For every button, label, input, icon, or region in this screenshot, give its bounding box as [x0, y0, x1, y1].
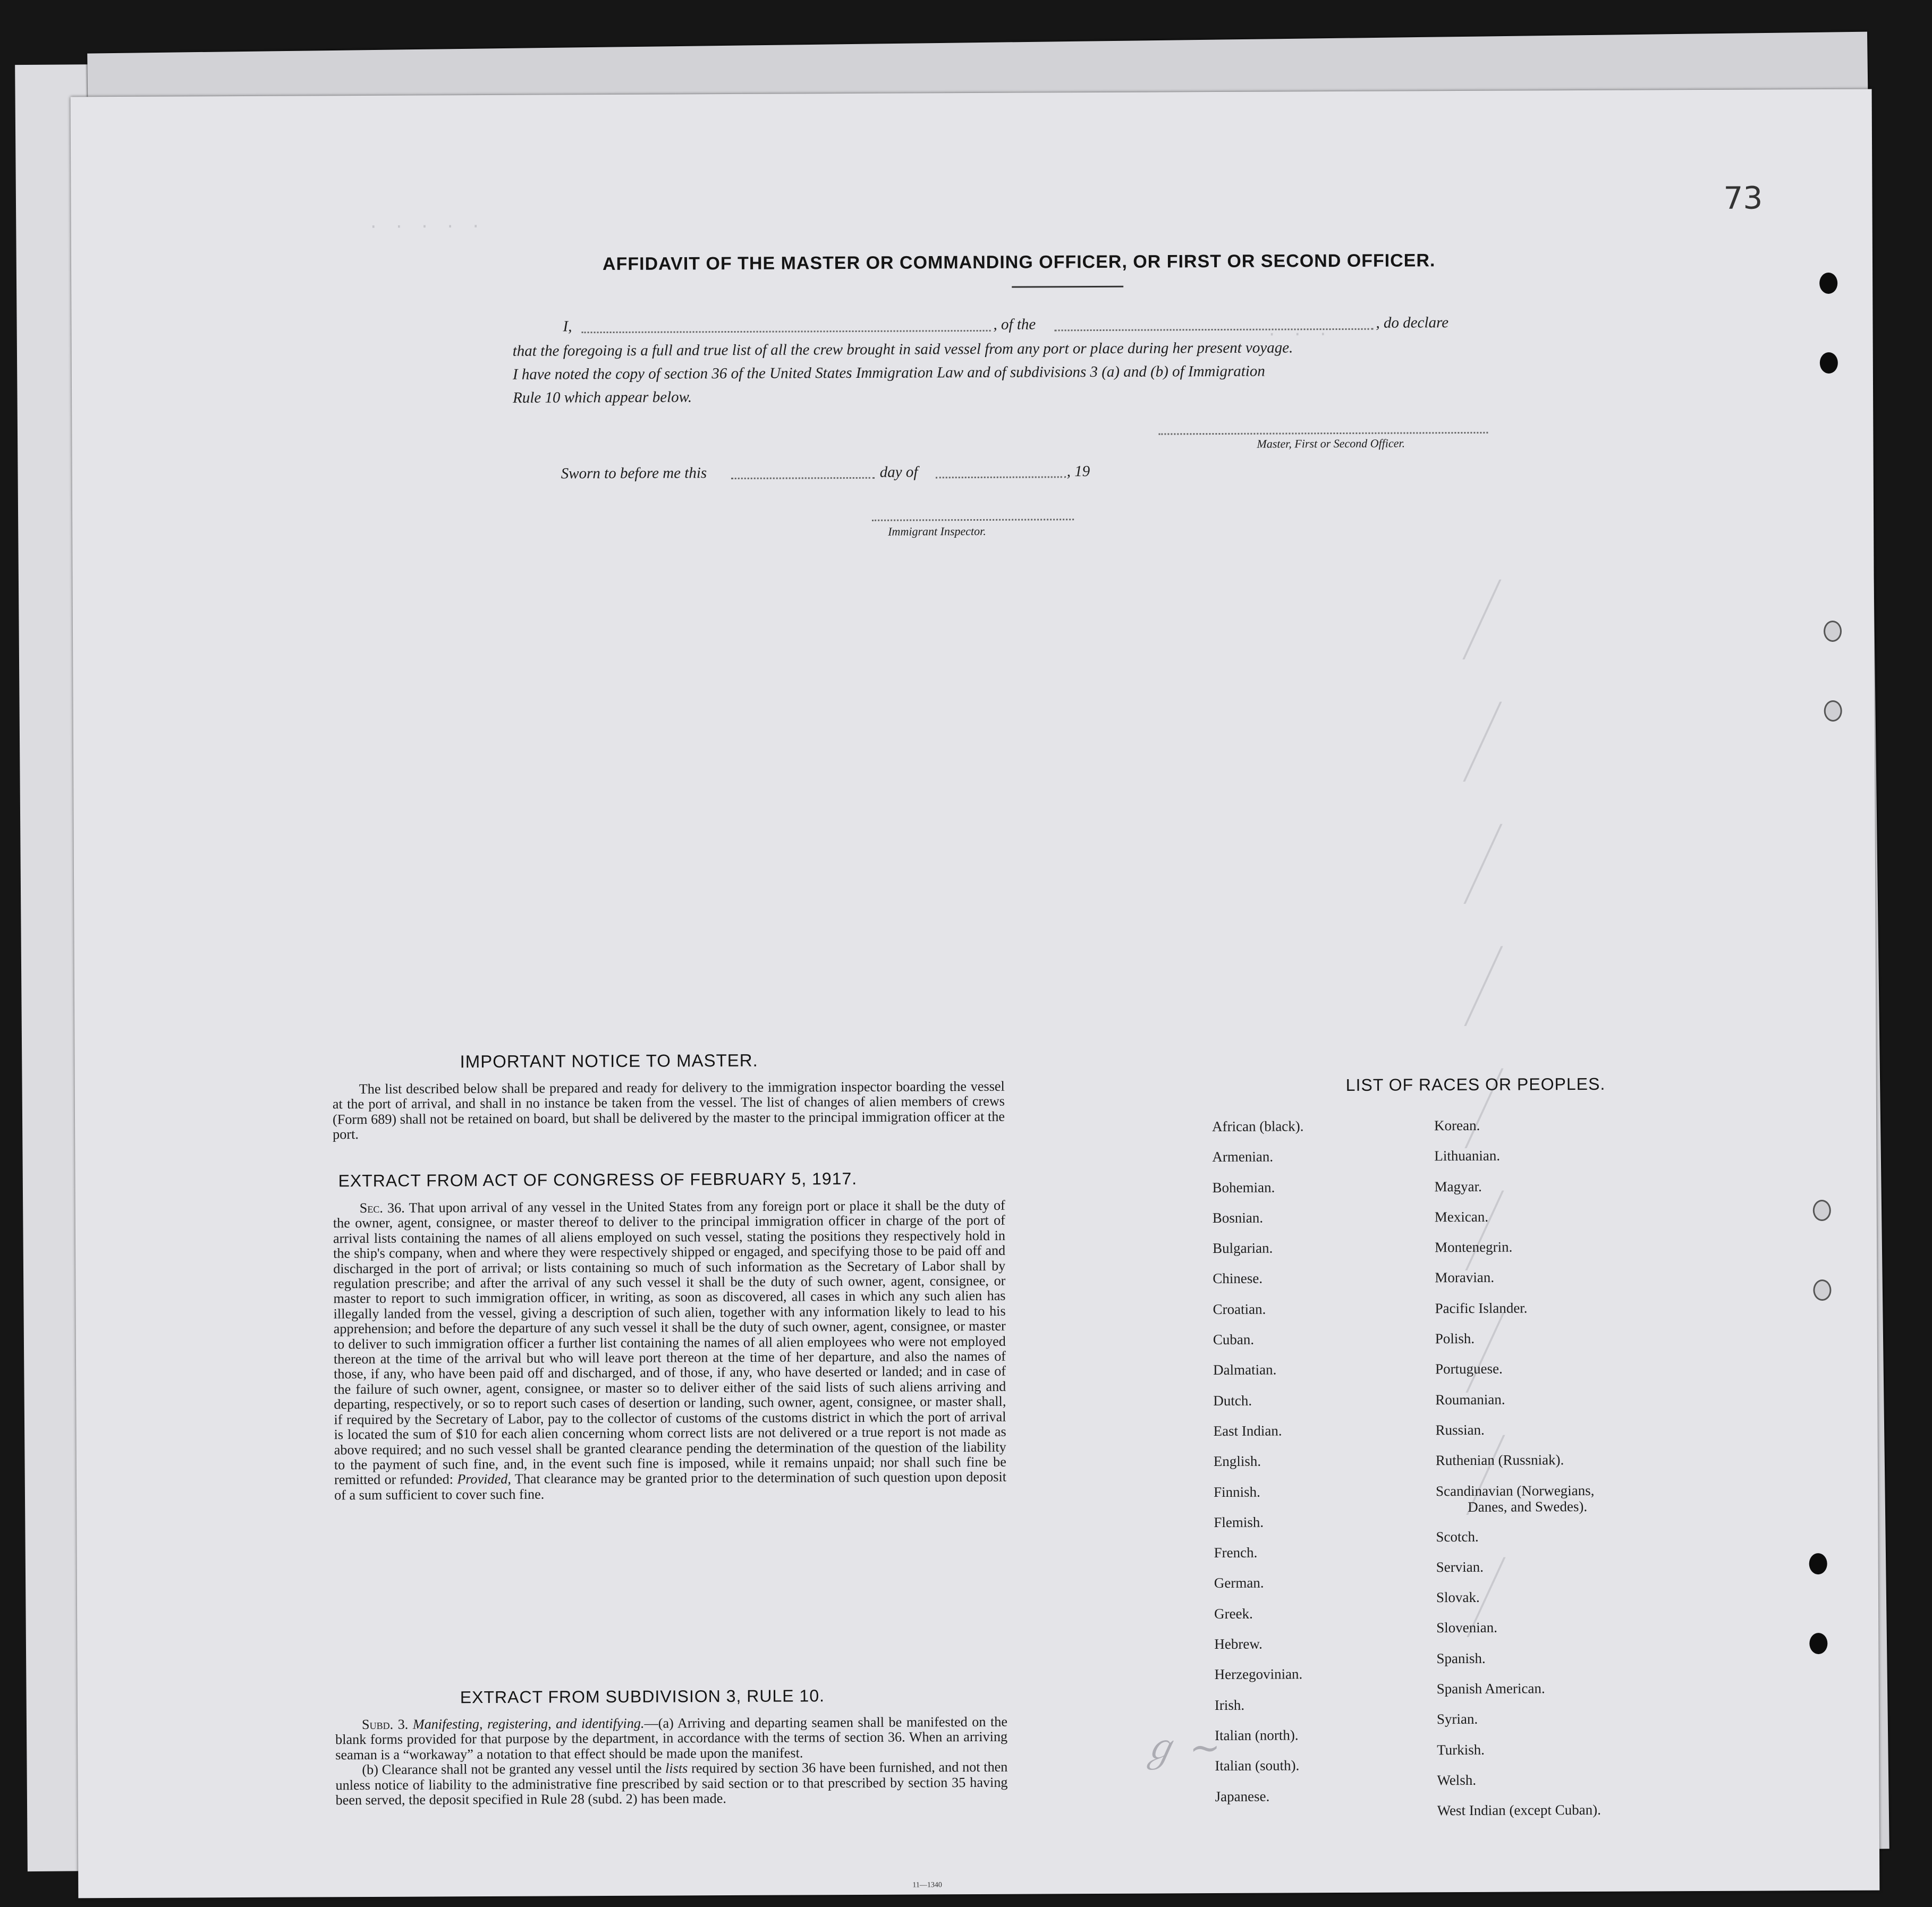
subd-b-italic: lists [665, 1760, 688, 1776]
race-entry: French. [1214, 1544, 1258, 1561]
race-entry: Portuguese. [1435, 1361, 1503, 1377]
race-entry: Lithuanian. [1434, 1147, 1501, 1164]
bleed-through-text: · · · · · [368, 217, 484, 236]
sworn-day-of: day of [879, 463, 918, 481]
race-entry: Italian (south). [1215, 1757, 1300, 1774]
race-entry: Slovak. [1436, 1589, 1480, 1606]
declaration-line-3: I have noted the copy of section 36 of the United States Immigration Law and of subdivisions 3 (a) and (b) of Immigration [512, 362, 1265, 383]
subd-paragraph-b [335, 1760, 1007, 1808]
sworn-text: Sworn to before me this [561, 464, 707, 482]
declaration-line-2: that the foregoing is a full and true list of all the crew brought in said vessel from any port or place during her present voyage. [512, 339, 1293, 360]
race-entry: Pacific Islander. [1435, 1300, 1528, 1317]
race-entry: Roumanian. [1435, 1391, 1505, 1408]
punch-hole [1824, 700, 1842, 722]
inspector-caption: Immigrant Inspector. [888, 524, 986, 538]
race-entry: Croatian. [1213, 1301, 1266, 1317]
races-right-column [1434, 1117, 1601, 1833]
subd-title: Manifesting, registering, and identifying. [412, 1715, 645, 1732]
race-entry: Slovenian. [1436, 1620, 1498, 1636]
punch-hole [1813, 1279, 1831, 1301]
race-entry: English. [1213, 1453, 1261, 1470]
race-entry: Polish. [1435, 1330, 1475, 1347]
race-entry: Servian. [1436, 1558, 1484, 1575]
race-entry: Moravian. [1435, 1269, 1495, 1286]
subd-a-text: —(a) Arriving and departing seamen shall be manifested on the blank forms provided for that purpose by the department, in accordance with the terms of section 36. When an arriving seaman is a “workaway” a notation to that effect should be made upon the manifest. [335, 1714, 1008, 1763]
race-entry: Hebrew. [1214, 1635, 1262, 1652]
subd-b-end: required by section 36 have been furnished, and not then unless notice of liability to the administrative fine prescribed by said section or to that prescribed by section 35 having been served, the deposit specified in Rule 28 (subd. 2) has been made. [335, 1759, 1008, 1808]
subd-b-start: (b) Clearance shall not be granted any vessel until the [362, 1760, 662, 1778]
races-heading: LIST OF RACES OR PEOPLES. [1345, 1074, 1606, 1095]
race-entry: Armenian. [1212, 1148, 1274, 1165]
inspector-signature-line[interactable] [872, 519, 1074, 521]
section-label: Sec. 36. [359, 1200, 405, 1216]
race-entry: German. [1214, 1575, 1264, 1591]
race-entry: West Indian (except Cuban). [1437, 1802, 1601, 1819]
rule-text [335, 1715, 1008, 1808]
subd-paragraph-a [335, 1715, 1007, 1763]
race-entry: Bulgarian. [1213, 1240, 1273, 1257]
race-entry: East Indian. [1213, 1422, 1282, 1439]
race-entry: Syrian. [1436, 1711, 1478, 1727]
act-paragraph [333, 1198, 1006, 1503]
notice-paragraph: The list described below shall be prepared and ready for delivery to the immigration inspector boarding the vessel at the port of arrival, and shall in no instance be taken from the vessel. The list of changes of alien members of crews (Form 689) shall not be retained on board, but shall be delivered by the master to the principal immigration officer at the port. [332, 1078, 1005, 1142]
declaration-i: I, [563, 318, 572, 335]
act-text [333, 1198, 1006, 1503]
race-entry: Bohemian. [1212, 1179, 1275, 1196]
proviso-text: That clearance may be granted prior to the determination of such question upon deposit of a sum sufficient to cover such fine. [334, 1469, 1007, 1503]
race-entry: African (black). [1212, 1118, 1304, 1135]
race-entry: Ruthenian (Russniak). [1435, 1452, 1564, 1469]
form-number: 11—1340 [912, 1881, 942, 1889]
race-entry: Spanish American. [1436, 1680, 1545, 1697]
bleed-through-text: · · · [1267, 325, 1331, 344]
month-blank[interactable] [936, 476, 1066, 478]
race-entry: Turkish. [1437, 1741, 1485, 1758]
race-entry: Spanish. [1436, 1650, 1486, 1666]
punch-hole [1824, 621, 1842, 642]
day-blank[interactable] [731, 477, 875, 479]
race-entry: Scotch. [1436, 1528, 1479, 1545]
race-entry: Greek. [1214, 1605, 1253, 1622]
pencil-scribble: ℊ ~ [1140, 1725, 1221, 1770]
race-entry: Magyar. [1434, 1178, 1482, 1194]
punch-hole [1809, 1633, 1827, 1654]
rule-heading: EXTRACT FROM SUBDIVISION 3, RULE 10. [460, 1686, 825, 1707]
title-underline [1012, 286, 1123, 288]
punch-hole [1809, 1553, 1827, 1574]
race-entry: Finnish. [1214, 1484, 1260, 1500]
act-heading: EXTRACT FROM ACT OF CONGRESS OF FEBRUARY 5, 1917. [338, 1168, 858, 1191]
master-signature-caption: Master, First or Second Officer. [1257, 436, 1405, 451]
section-text: That upon arrival of any vessel in the United States from any foreign port or place it shall be the duty of the owner, agent, consignee, or master thereof to deliver to the principal immigration officer in charge of the port of arrival lists containing the names of all aliens employed on such vessel, stating the positions they respectively hold in the ship's company, when and where they were respectively shipped or engaged, and specifying those to be paid off and discharged in the port of arrival; or lists containing so much of such information as the Secretary of Labor shall by regulation prescribe; and after the arrival of any such vessel it shall be the duty of such owner, agent, consignee, or master to report to such immigration officer, in writing, as soon as discovered, all cases in which any such alien has illegally landed from the vessel, giving a description of such alien, together with any information likely to lead to his apprehension; and before the departure of any such vessel it shall be the duty of such owner, agent, consignee, or master to deliver to such immigration officer a further list containing the names of all alien employees who were not employed thereon at the time of the arrival but who will leave port thereon at the time of her departure, and also the names of those, if any, who have been paid off and discharged, and of those, if any, who have deserted or landed; and in case of the failure of such owner, agent, consignee, or master so to deliver either of the said lists of such aliens arriving and departing, respectively, or so to report such cases of desertion or landing, such owner, agent, consignee, or master shall, if required by the Secretary of Labor, pay to the collector of customs of the customs district in which the port of arrival is located the sum of $10 for each alien concerning whom correct lists are not delivered or a true report is not made as above required; and no such vessel shall be granted clearance pending the determination of the question of the liability to the payment of such fine, and, in the event such fine is imposed, while it remains unpaid; nor shall such fine be remitted or refunded: [333, 1197, 1006, 1488]
race-entry: Korean. [1434, 1117, 1480, 1134]
race-entry: Mexican. [1434, 1208, 1489, 1225]
race-entry: Russian. [1435, 1421, 1485, 1438]
race-entry: Japanese. [1215, 1788, 1270, 1804]
proviso-label: Provided, [457, 1471, 511, 1487]
race-entry: Montenegrin. [1435, 1239, 1513, 1256]
declaration-do-declare: , do declare [1376, 314, 1449, 332]
declaration-line-4: Rule 10 which appear below. [513, 388, 692, 406]
declaration-of-the: , of the [993, 316, 1036, 333]
corner-page-number: 73 [1723, 180, 1763, 216]
race-entry: Irish. [1214, 1697, 1245, 1713]
race-entry: Herzegovinian. [1214, 1666, 1303, 1683]
race-entry: Welsh. [1437, 1772, 1477, 1789]
punch-hole [1813, 1200, 1831, 1221]
notice-text [333, 1079, 1005, 1142]
race-entry: Italian (north). [1215, 1727, 1299, 1743]
races-left-column [1212, 1118, 1307, 1819]
affidavit-title: AFFIDAVIT OF THE MASTER OR COMMANDING OFFICER, OR FIRST OR SECOND OFFICER. [602, 250, 1436, 275]
master-signature-line[interactable] [1158, 432, 1488, 435]
race-entry: Cuban. [1213, 1331, 1255, 1348]
punch-hole [1820, 352, 1838, 374]
race-entry: Scandinavian (Norwegians, [1436, 1482, 1595, 1499]
race-entry: Chinese. [1213, 1270, 1263, 1287]
race-entry: Dalmatian. [1213, 1361, 1277, 1378]
race-entry: Danes, and Swedes). [1468, 1498, 1588, 1515]
race-entry: Flemish. [1214, 1514, 1264, 1530]
punch-hole [1819, 273, 1837, 294]
race-entry: Dutch. [1213, 1392, 1252, 1409]
subd-label: Subd. 3. [361, 1716, 409, 1733]
sworn-year: , 19 [1066, 463, 1090, 480]
affidavit-page [71, 89, 1880, 1898]
race-entry: Bosnian. [1212, 1209, 1264, 1226]
name-blank[interactable] [582, 330, 991, 333]
notice-heading: IMPORTANT NOTICE TO MASTER. [460, 1050, 758, 1072]
